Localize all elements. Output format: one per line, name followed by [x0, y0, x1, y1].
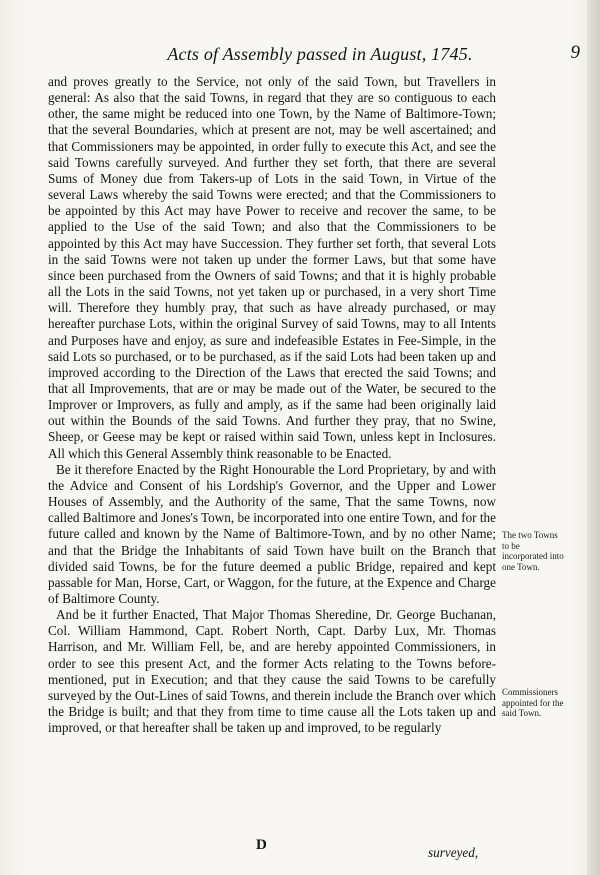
paragraph-commissioners: And be it further Enacted, That Major Thomas Sheredine, Dr. George Buchanan, Col. William Hammond, Capt. Robert North, Capt. Darby Lux, Mr. Thomas Harrison, and Mr. William Fell, be, and are hereby appointed Commissioners, in order to see this present Act, and the former Acts relating to the Towns before-mentioned, put in Execution; and that they cause the said Towns to be carefully surveyed by the Out-Lines of said Towns, and therein include the Branch over which the Bridge is built; and that they from time to time cause all the Lots taken up and improved, or that hereafter shall be taken up and improved, to be regularly: [48, 607, 496, 736]
signature-mark: D: [256, 837, 267, 853]
paragraph-enactment: Be it therefore Enacted by the Right Honourable the Lord Proprietary, by and with the Advice and Consent of his Lordship's Governor, and the Upper and Lower Houses of Assembly, and the Authority of the same, That the same Towns, now called Baltimore and Jones's Town, be incorporated into one entire Town, and for the future called and known by the Name of Baltimore-Town, and by no other Name; and that the Bridge the Inhabitants of said Town have built on the Branch that divided said Towns, be for the future deemed a public Bridge, repaired and kept passable for Man, Horse, Cart, or Waggon, for the future, at the Expence and Charge of Baltimore County.: [48, 461, 496, 606]
running-header: [80, 42, 580, 70]
margin-note-towns-incorporated: The two Towns to be incorporated into one Town.: [502, 530, 564, 572]
paragraph-preamble: and proves greatly to the Service, not only of the said Town, but Travellers in general: As also that the said Towns, in regard that they are so contiguous to each other, the same might be reduced into one Town, by the Name of Baltimore-Town; that the several Boundaries, which at present are not, may be well ascertained; and that Commissioners may be appointed, in order fully to execute this Act, and see the said Towns carefully surveyed. And further they set forth, that there are several Sums of Money due from Takers-up of Lots in the said Town, in Virtue of the several Laws whereby the said Towns were erected; and that the Commissioners to be appointed by this Act may have Power to receive and recover the same, to be applied to the Use of the said Town; and also that the Commissioners to be appointed by this Act may have Succession. They further set forth, that several Lots in the said Towns were not taken up under the former Laws, but that some have since been purchased from the Owners of said Towns; and that it is highly probable all the Lots in the said Towns, not yet taken up or purchased, in a very short Time will. Therefore they humbly pray, that such as have already purchased, or may hereafter purchase Lots, within the original Survey of said Towns, may to all Intents and Purposes have and enjoy, as sure and indefeasible Estates in Fee-Simple, in the said Lots so purchased, or to be purchased, as if the said Lots had been taken up and improved according to the Direction of the Laws that erected the said Towns; and that all Improvements, that are or may be made out of the Water, be secured to the Improver or Improvers, as fully and amply, as if the same had been originally laid out within the Bounds of the said Towns. And further they pray, that no Swine, Sheep, or Geese may be kept or raised within said Town, unless kept in Inclosures. All which this General Assembly think reasonable to be Enacted.: [48, 74, 496, 461]
body-text: [48, 74, 496, 736]
margin-note-commissioners: Commissioners appointed for the said Town.: [502, 687, 564, 718]
header-title: Acts of Assembly passed in August, 1745.: [167, 44, 473, 64]
catchword: surveyed,: [428, 845, 479, 860]
page-edge: [587, 0, 600, 875]
page-number: 9: [570, 42, 580, 63]
